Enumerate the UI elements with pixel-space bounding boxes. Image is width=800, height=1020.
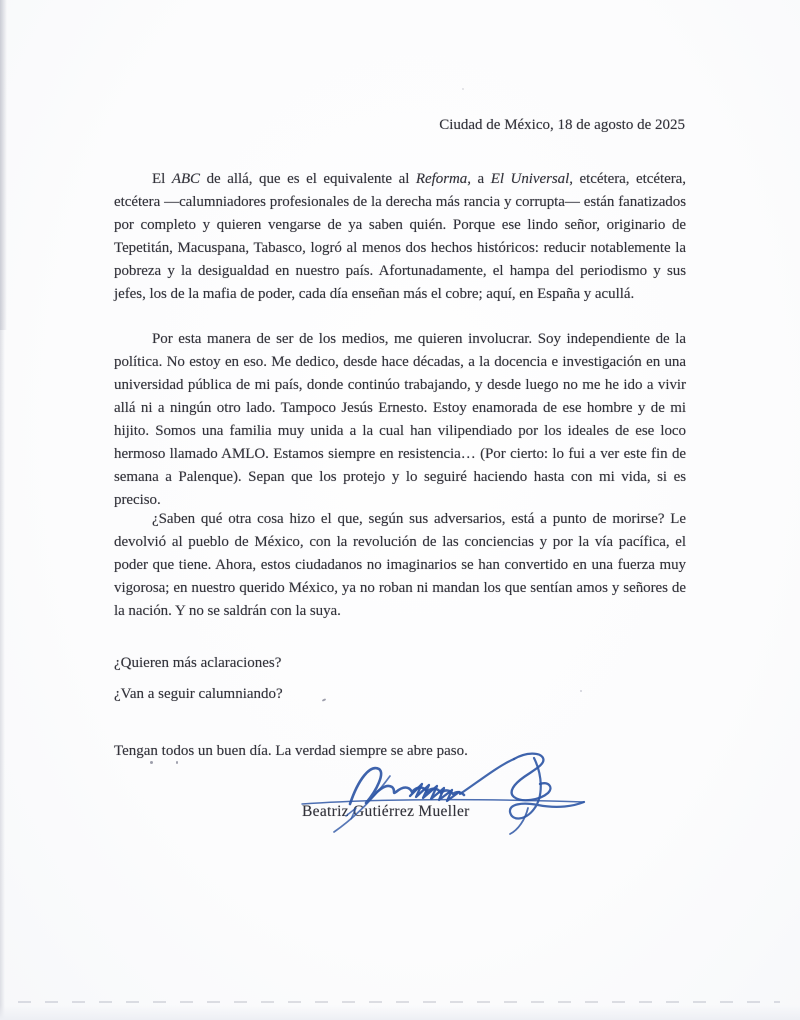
scan-edge-shadow: [0, 330, 5, 1020]
signature-scrawl-stroke: [350, 768, 464, 804]
question-2: ¿Van a seguir calumniando?: [114, 686, 283, 702]
scan-noise-line: [18, 1001, 780, 1003]
publication-name-abc: ABC: [171, 171, 201, 187]
signature-shading-stroke: [410, 784, 459, 801]
signature-name-cross-stroke: [510, 808, 528, 834]
scan-speck: [462, 88, 464, 90]
scan-speck: [580, 690, 582, 692]
paragraph-media-attack: [114, 168, 686, 306]
scan-edge-shadow: [0, 0, 7, 330]
closing-line: Tengan todos un buen día. La verdad siempre se abre paso.: [114, 743, 468, 759]
paragraph-1-segment: , a: [467, 171, 491, 187]
paragraph-1-segment: , etcétera, etcétera, etcétera —calumniadores profesionales de la derecha más rancia y corrupta— están fanatizados por completo y quieren vengarse de ya saben quién. Porque ese lindo señor, originario de Tepetitán, Macuspana, Tabasco, logró al menos dos hechos históricos: reducir notablemente la pobreza y la desigualdad en nuestro país. Afortunadamente, el hampa del periodismo y sus jefes, los de la mafia de poder, cada día enseñan más el cobre; aquí, en España y acullá.: [114, 171, 686, 302]
scan-speck: [176, 761, 178, 764]
signature-flourish-stroke: [512, 754, 551, 801]
paragraph-1-segment: de allá, que es el equivalente al: [200, 171, 416, 187]
signature-rise-stroke: [460, 759, 514, 794]
paragraph-1-segment: El: [152, 171, 172, 187]
publication-name-el-universal: El Universal: [490, 171, 570, 187]
question-1: ¿Quieren más aclaraciones?: [114, 655, 282, 671]
scan-speck: [322, 698, 326, 702]
dateline: Ciudad de México, 18 de agosto de 2025: [439, 117, 685, 133]
scan-bottom-band: [0, 1005, 800, 1020]
scan-speck: [150, 761, 153, 764]
paragraph-independence: Por esta manera de ser de los medios, me quieren involucrar. Soy independiente de la política. No estoy en eso. Me dedico, desde hace décadas, a la docencia e investigación en una universidad pública de mi país, donde continúo trabajando, y desde luego no me he ido a vivir allá ni a ningún otro lado. Tampoco Jesús Ernesto. Estoy enamorada de ese hombre y de mi hijito. Somos una familia muy unida a la cual han vilipendiado por los ideales de ese loco hermoso llamado AMLO. Estamos siempre en resistencia… (Por cierto: lo fui a ver este fin de semana a Palenque). Sepan que los protejo y lo seguiré haciendo hasta con mi vida, si es preciso.: [114, 331, 686, 508]
signature-name: Beatriz Gutiérrez Mueller: [302, 803, 470, 820]
signature-descender-stroke: [510, 758, 584, 818]
paragraph-pueblo: ¿Saben qué otra cosa hizo el que, según sus adversarios, está a punto de morirse? Le devolvió al pueblo de México, con la revolución de las conciencias y por la vía pacífica, el poder que tiene. Ahora, estos ciudadanos no imaginarios se han convertido en una fuerza muy vigorosa; en nuestro querido México, ya no roban ni mandan los que sentían amos y señores de la nación. Y no se saldrán con la suya.: [114, 511, 686, 619]
publication-name-reforma: Reforma: [415, 171, 468, 187]
